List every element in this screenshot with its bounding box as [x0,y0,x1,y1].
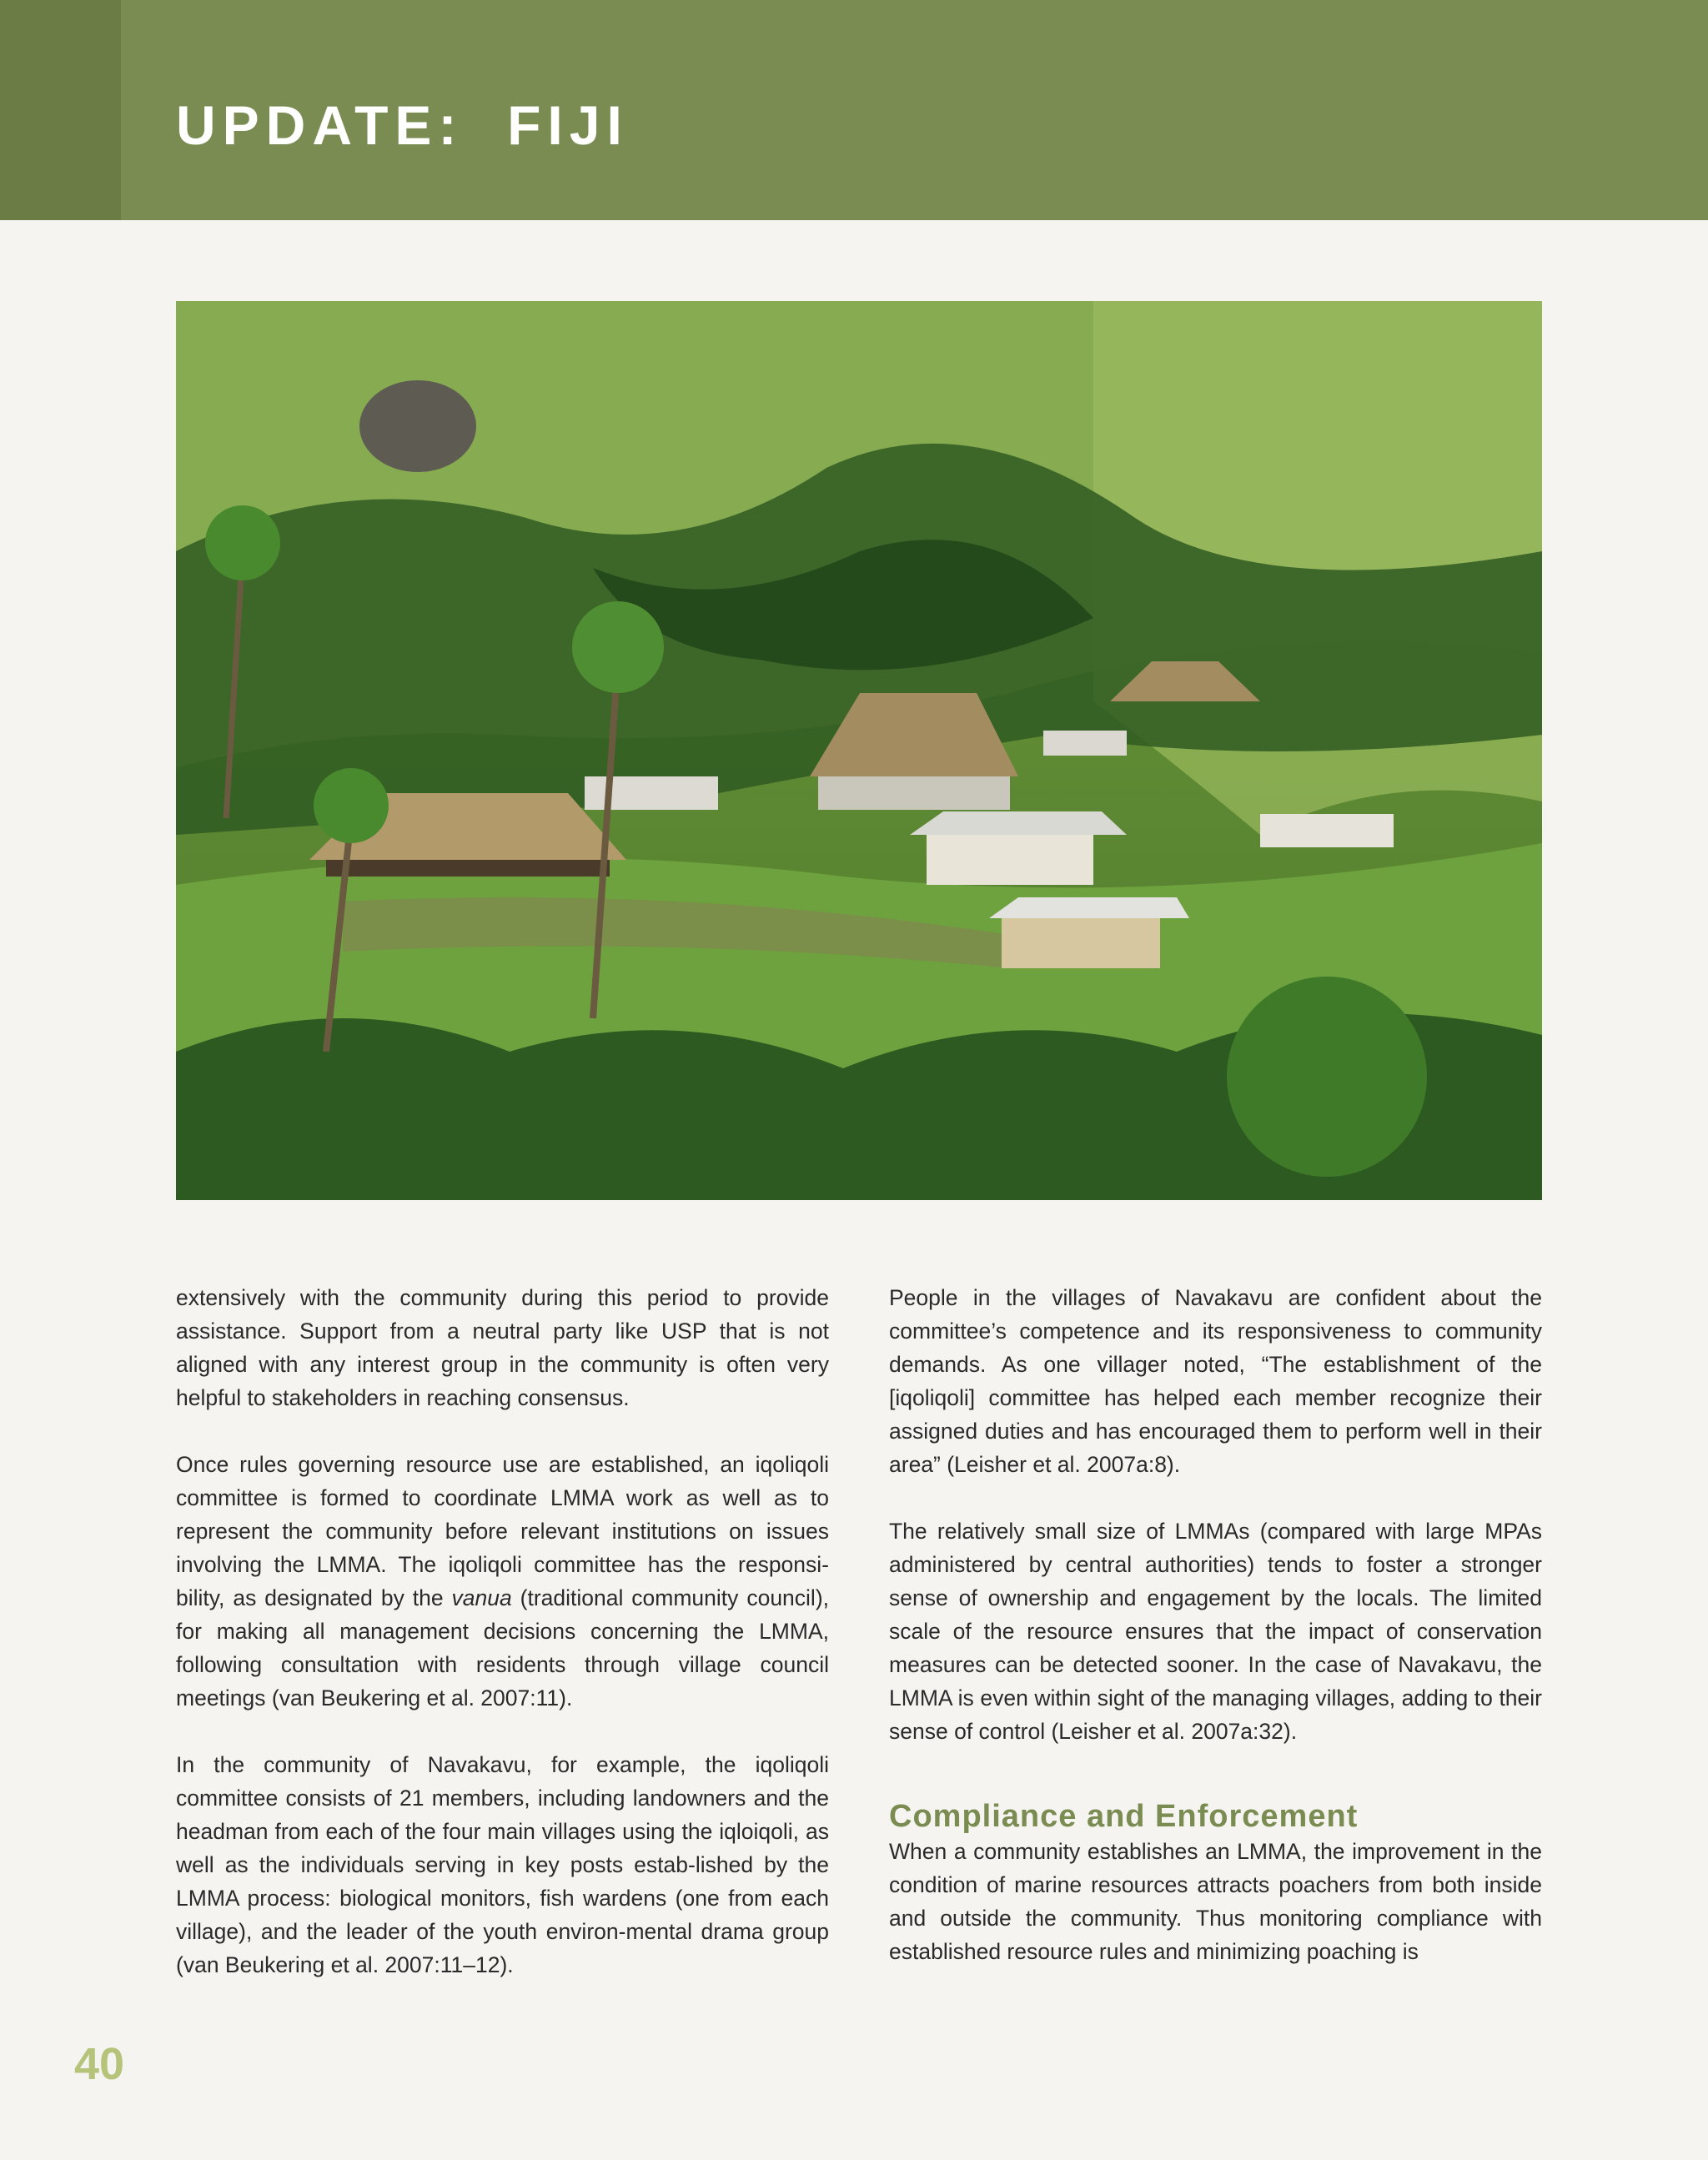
header-accent-block [0,0,121,220]
left-text-column [176,1281,829,2015]
right-text-column [889,1281,1542,2002]
paragraph: extensively with the community during this period to provide assistance. Support from a neutral party like USP that is not aligned with any interest group in the community is often very helpful to stakeholders in reaching consensus. [176,1285,829,1410]
paragraph [176,1448,829,1715]
paragraph: People in the villages of Navakavu are confident about the committee’s competence and its responsiveness to community demands. As one villager noted, “The establishment of the [iqoliqoli] committee has helped each member recognize their assigned duties and has encouraged them to perform well in their area” (Leisher et al. 2007a:8). [889,1285,1542,1477]
paragraph-text: (traditional community council), for making all management decisions concerning the LMMA, following consultation with residents through village council meetings (van Beukering et al. 2007:11). [176,1585,830,1710]
paragraph: When a community establishes an LMMA, the improvement in the condition of marine resources attracts poachers from both inside and outside the community. Thus monitoring compliance with established resource rules and minimizing poaching is [889,1839,1542,1964]
village-photo-illustration [176,301,1542,1200]
vanua-term: vanua [451,1585,512,1610]
page-title: UPDATE: FIJI [176,94,629,156]
village-photo [176,301,1542,1200]
paragraph-text: Once rules governing resource use are established, an iqoliqoli committee is formed to coordinate LMMA work as well as to represent the community before relevant institutions on issues involving the LMMA. The iqoliqoli committee has the responsi-bility, as designated by the [176,1452,829,1610]
paragraph: In the community of Navakavu, for example, the iqoliqoli committee consists of 21 members, including landowners and the headman from each of the four main villages using the iqloiqoli, as well as the individuals serving in key posts estab-lished by the LMMA process: biological monitors, fish wardens (one from each village), and the leader of the youth environ-mental drama group (van Beukering et al. 2007:11–12). [176,1752,829,1977]
section-heading: Compliance and Enforcement [889,1799,1359,1834]
page-number: 40 [74,2039,125,2089]
paragraph: The relatively small size of LMMAs (compared with large MPAs administered by central authorities) tends to foster a stronger sense of ownership and engagement by the locals. The limited scale of the resource ensures that the impact of conservation measures can be detected sooner. In the case of Navakavu, the LMMA is even within sight of the managing villages, adding to their sense of control (Leisher et al. 2007a:32). [889,1519,1542,1744]
